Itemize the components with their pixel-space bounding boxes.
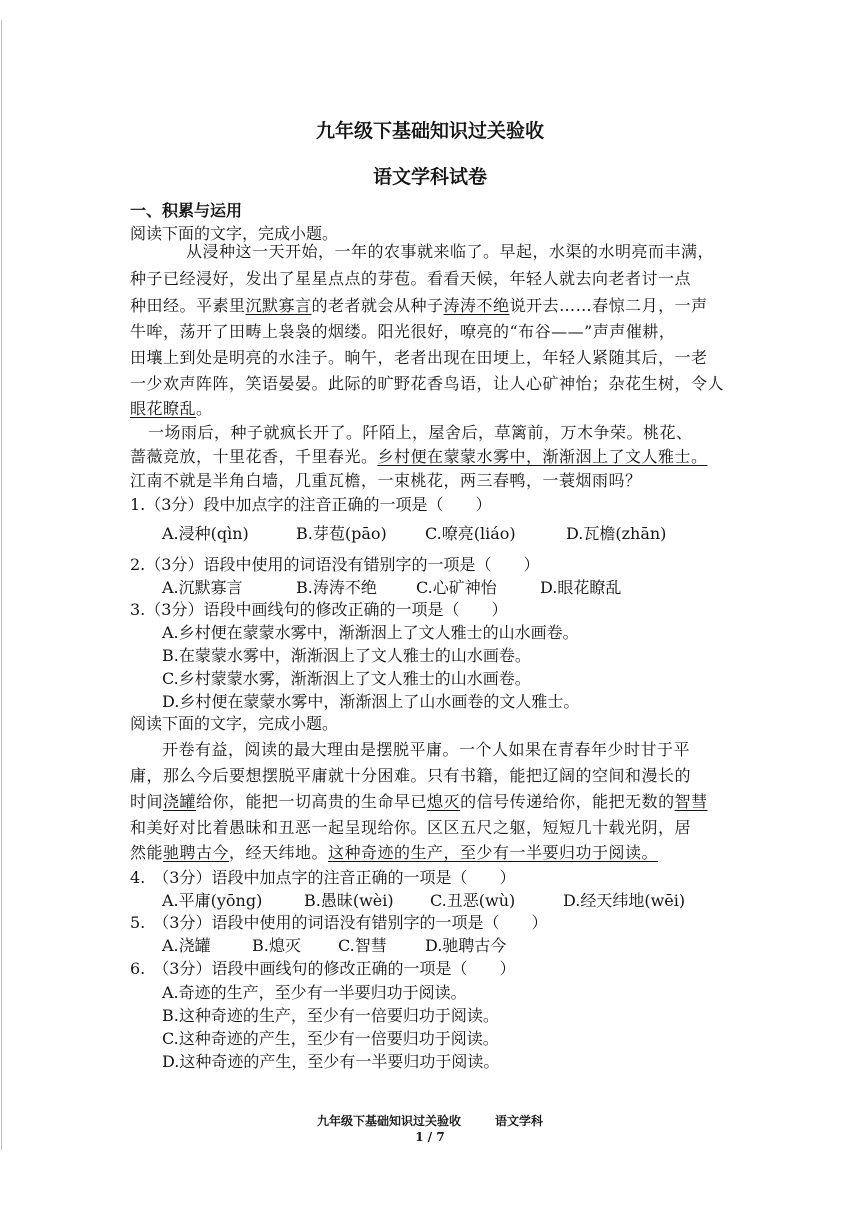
q2-option-a[interactable]: A.沉默寡言 [162, 578, 243, 597]
question-5: 5. （3分）语段中使用的词语没有错别字的一项是（ ） [130, 913, 548, 932]
q4-option-b[interactable]: B.愚昧(wèi) [304, 891, 394, 910]
q6-option-d[interactable]: D.这种奇迹的产生，至少有一半要归功于阅读。 [162, 1052, 500, 1071]
underlined-word: 驰聘古今 [163, 843, 230, 862]
reading-intro-1: 阅读下面的文字，完成小题。 [130, 224, 339, 243]
q3-option-d[interactable]: D.乡村便在蒙蒙水雾中，渐渐洇上了山水画卷的文人雅士。 [162, 692, 580, 711]
underlined-word: 熄灭 [427, 792, 461, 811]
q1-option-b[interactable]: B.芽苞(pāo) [296, 524, 387, 543]
passage1-line: 从浸种这一天开始，一年的农事就来临了。早起，水渠的水明亮而丰满， [186, 242, 715, 261]
q2-option-d[interactable]: D.眼花瞭乱 [540, 578, 622, 597]
q5-option-d[interactable]: D.驰聘古今 [425, 936, 507, 955]
q2-option-c[interactable]: C.心矿神怡 [416, 578, 497, 597]
q6-option-a[interactable]: A.奇迹的生产，至少有一半要归功于阅读。 [162, 983, 467, 1002]
underlined-sentence: 这种奇迹的生产，至少有一半要归功于阅读。 [328, 843, 659, 862]
question-3: 3.（3分）语段中画线句的修改正确的一项是（ ） [130, 600, 508, 619]
passage1-line: 种田经。平素里沉默寡言的老者就会从种子涛涛不绝说开去……春惊二月，一声 [130, 296, 708, 315]
q3-option-a[interactable]: A.乡村便在蒙蒙水雾中，渐渐洇上了文人雅士的山水画卷。 [162, 623, 579, 642]
q1-option-d[interactable]: D.瓦檐(zhān) [566, 524, 667, 543]
scan-edge-line [1, 20, 2, 1150]
q1-option-c[interactable]: C.嘹亮(liáo) [425, 524, 516, 543]
underlined-word: 沉默寡言 [245, 296, 312, 315]
passage2-line: 开卷有益，阅读的最大理由是摆脱平庸。一个人如果在青春年少时甘于平 [162, 740, 691, 759]
q3-option-c[interactable]: C.乡村蒙蒙水雾，渐渐洇上了文人雅士的山水画卷。 [162, 669, 531, 688]
page-footer [0, 1112, 860, 1129]
underlined-word: 涛涛不绝 [443, 296, 510, 315]
q5-option-a[interactable]: A.浇罐 [162, 936, 211, 955]
passage2-line: 然能驰聘古今，经天纬地。这种奇迹的生产，至少有一半要归功于阅读。 [130, 843, 659, 862]
passage2-line: 和美好对比着愚昧和丑恶一起呈现给你。区区五尺之躯，短短几十载光阴，居 [130, 818, 692, 837]
passage1-line: 蔷薇竞放，十里花香，千里春光。乡村便在蒙蒙水雾中，渐渐洇上了文人雅士。 [130, 447, 708, 466]
exam-title: 九年级下基础知识过关验收 [315, 120, 544, 142]
underlined-word: 智彗 [674, 792, 708, 811]
question-2: 2.（3分）语段中使用的词语没有错别字的一项是（ ） [130, 555, 540, 574]
section-heading: 一、积累与运用 [130, 201, 243, 220]
question-4: 4. （3分）语段中加点字的注音正确的一项是（ ） [130, 868, 516, 887]
passage1-line: 江南不就是半角白墙，几重瓦檐，一束桃花，两三春鸭，一蓑烟雨吗？ [130, 471, 642, 490]
q2-option-b[interactable]: B.涛涛不绝 [296, 578, 377, 597]
underlined-sentence: 乡村便在蒙蒙水雾中，渐渐洇上了文人雅士。 [377, 447, 708, 466]
q6-option-c[interactable]: C.这种奇迹的产生，至少有一倍要归功于阅读。 [162, 1029, 499, 1048]
underlined-word: 眼花瞭乱 [130, 399, 197, 418]
passage2-line: 庸，那么今后要想摆脱平庸就十分困难。只有书籍，能把辽阔的空间和漫长的 [130, 766, 692, 785]
footer-subject: 语文学科 [495, 1114, 544, 1128]
footer-exam-name: 九年级下基础知识过关验收 [316, 1114, 461, 1128]
passage2-line: 时间浇罐给你，能把一切高贵的生命早已熄灭的信号传递给你，能把无数的智彗 [130, 792, 708, 811]
page-number: 1 / 7 [415, 1130, 445, 1144]
passage1-line: 一少欢声阵阵，笑语晏晏。此际的旷野花香鸟语，让人心矿神怡；杂花生树，令人 [130, 374, 725, 393]
reading-intro-2: 阅读下面的文字，完成小题。 [130, 714, 339, 733]
q4-option-a[interactable]: A.平庸(yōng) [162, 891, 263, 910]
q5-option-c[interactable]: C.智彗 [338, 936, 387, 955]
q6-option-b[interactable]: B.这种奇迹的生产，至少有一倍要归功于阅读。 [162, 1006, 499, 1025]
passage1-line: 田壤上到处是明亮的水洼子。晌午，老者出现在田埂上，年轻人紧随其后，一老 [130, 348, 708, 367]
underlined-word: 浇罐 [163, 792, 197, 811]
q5-option-b[interactable]: B.熄灭 [252, 936, 301, 955]
question-1: 1.（3分）段中加点字的注音正确的一项是（ ） [130, 495, 492, 514]
q4-option-d[interactable]: D.经天纬地(wēi) [563, 891, 686, 910]
exam-subtitle: 语文学科试卷 [372, 166, 487, 188]
q4-option-c[interactable]: C.丑恶(wù) [430, 891, 516, 910]
passage1-line: 一场雨后，种子就疯长开了。阡陌上，屋舍后，草篱前，万木争荣。桃花、 [148, 423, 693, 442]
passage1-line: 种子已经浸好，发出了星星点点的芽苞。看看天候，年轻人就去向老者讨一点 [130, 269, 692, 288]
passage1-line: 牛哞，荡开了田畴上袅袅的烟缕。阳光很好，嘹亮的“布谷——”声声催耕， [130, 322, 676, 341]
passage1-line: 眼花瞭乱。 [130, 399, 213, 418]
q1-option-a[interactable]: A.浸种(qìn) [162, 524, 249, 543]
question-6: 6. （3分）语段中画线句的修改正确的一项是（ ） [130, 959, 516, 978]
q3-option-b[interactable]: B.在蒙蒙水雾中，渐渐洇上了文人雅士的山水画卷。 [162, 646, 531, 665]
